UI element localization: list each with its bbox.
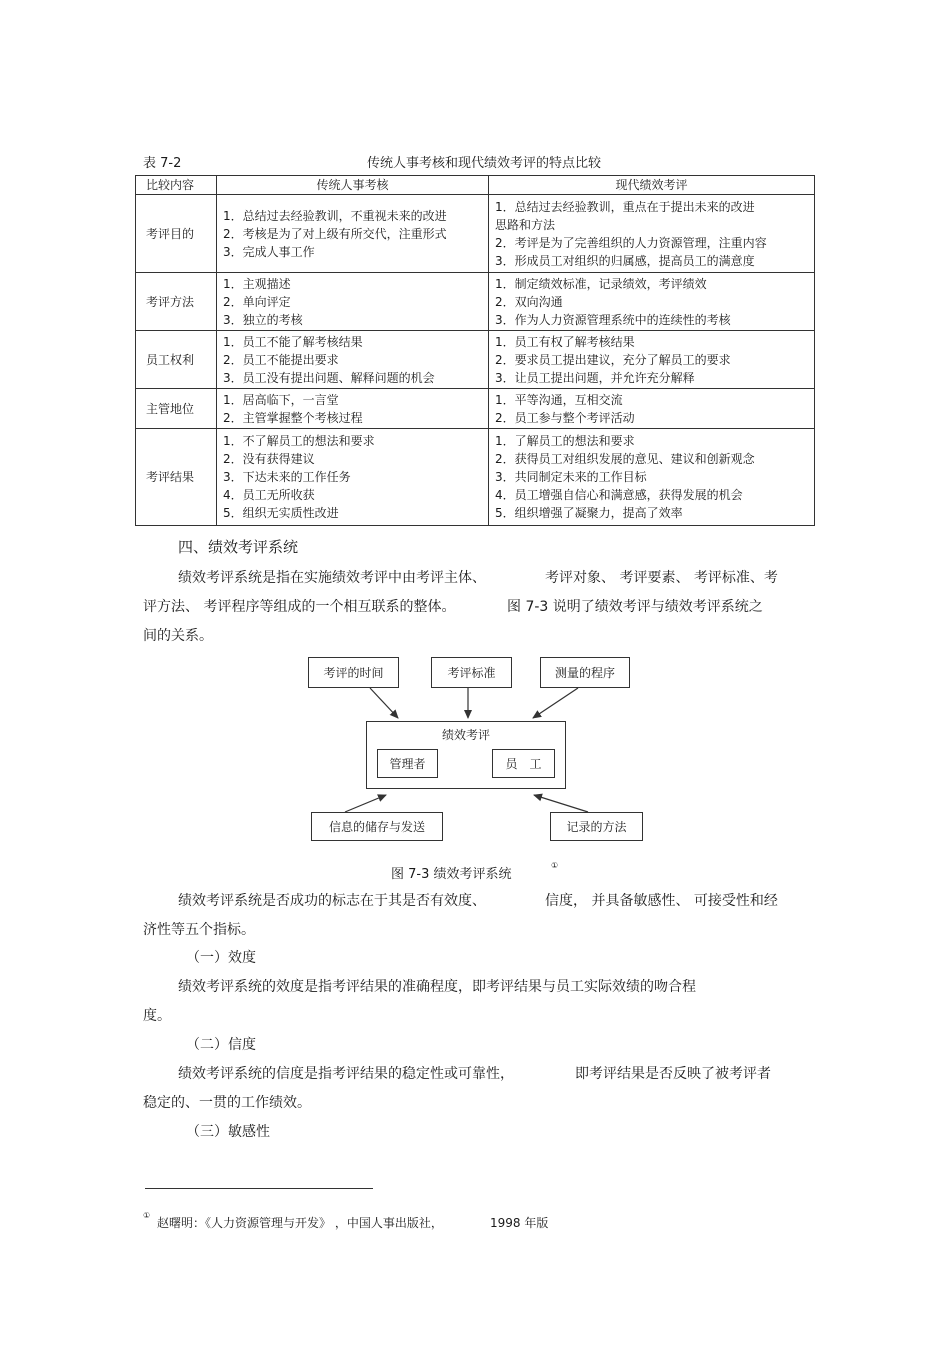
center-title: 绩效考评 [441,728,490,742]
footnote-divider [145,1188,373,1189]
subheading-validity: （一）效度 [186,950,256,966]
paragraph-text: 图 7-3 说明了绩效考评与绩效考评系统之 [507,599,763,615]
paragraph-text: 度。 [143,1008,171,1024]
paragraph-text: 信度， 并具备敏感性、 可接受性和经 [545,893,778,909]
footnote-mark: ① [143,1211,151,1220]
paragraph-text: 绩效考评系统的效度是指考评结果的准确程度，即考评结果与员工实际效绩的吻合程 [178,979,696,995]
section-heading: 四、绩效考评系统 [178,538,299,556]
box-recording-method: 记录的方法 [550,812,643,841]
list-item: 2．单向评定 [223,294,291,309]
list-item: 1．总结过去经验教训，重点在于提出未来的改进 [495,199,755,214]
list-item: 3．员工没有提出问题、解释问题的机会 [223,370,435,385]
arrow-time-to-center [370,688,398,718]
paragraph-text: 即考评结果是否反映了被考评者 [575,1066,771,1082]
list-item: 2．员工参与整个考评活动 [495,410,635,425]
list-item: 3．下达未来的工作任务 [223,470,351,484]
header-modern: 现代绩效考评 [489,176,815,195]
paragraph-text: 绩效考评系统是否成功的标志在于其是否有效度、 [178,893,486,909]
list-item: 思路和方法 [495,217,556,232]
row-category: 考评结果 [136,429,217,526]
list-item: 5．组织无实质性改进 [223,506,339,520]
box-manager: 管理者 [377,749,438,778]
arrow-storage-to-center [345,795,386,812]
list-item: 1．制定绩效标准，记录绩效，考评绩效 [495,276,707,291]
paragraph-text: 间的关系。 [143,628,213,644]
box-evaluation-time: 考评的时间 [308,657,399,688]
box-info-storage: 信息的储存与发送 [311,812,443,841]
row-category: 考评目的 [136,195,217,273]
arrow-procedure-to-center [533,688,578,718]
list-item: 3．独立的考核 [223,312,303,327]
list-item: 1．平等沟通，互相交流 [495,392,623,407]
list-item: 1．了解员工的想法和要求 [495,434,635,448]
row-category: 员工权利 [136,331,217,389]
list-item: 1．主观描述 [223,276,291,291]
footnote-text: 赵曙明：《人力资源管理与开发》 ，中国人事出版社， [157,1216,443,1230]
subheading-sensitivity: （三）敏感性 [186,1124,270,1140]
paragraph-text: 济性等五个指标。 [143,922,255,938]
list-item: 3．让员工提出问题，并允许充分解释 [495,370,695,385]
list-item: 1．不了解员工的想法和要求 [223,434,375,448]
list-item: 4．员工增强自信心和满意感，获得发展的机会 [495,488,743,502]
paragraph-text: 稳定的、一贯的工作绩效。 [143,1095,311,1111]
list-item: 2．没有获得建议 [223,452,315,466]
list-item: 1．总结过去经验教训，不重视未来的改进 [223,208,447,223]
list-item: 5．组织增强了凝聚力，提高了效率 [495,506,683,520]
list-item: 4．员工无所收获 [223,488,315,502]
header-compare: 比较内容 [136,176,217,195]
list-item: 1．员工不能了解考核结果 [223,334,363,349]
list-item: 2．获得员工对组织发展的意见、建议和创新观念 [495,452,755,466]
row-category: 考评方法 [136,273,217,331]
header-traditional: 传统人事考核 [217,176,489,195]
list-item: 2．主管掌握整个考核过程 [223,410,363,425]
footnote-year: 1998 年版 [490,1216,549,1230]
list-item: 2．考评是为了完善组织的人力资源管理，注重内容 [495,235,767,250]
list-item: 3．共同制定未来的工作目标 [495,470,647,484]
paragraph-text: 评方法、 考评程序等组成的一个相互联系的整体。 [143,599,456,615]
list-item: 3．作为人力资源管理系统中的连续性的考核 [495,312,731,327]
box-evaluation-standard: 考评标准 [431,657,512,688]
box-employee: 员 工 [492,749,555,778]
list-item: 2．双向沟通 [495,294,563,309]
list-item: 2．要求员工提出建议，充分了解员工的要求 [495,352,731,367]
list-item: 3．完成人事工作 [223,244,315,259]
row-category: 主管地位 [136,389,217,429]
list-item: 2．员工不能提出要求 [223,352,339,367]
footnote-mark: ① [551,861,559,870]
list-item: 3．形成员工对组织的归属感，提高员工的满意度 [495,253,755,268]
paragraph-text: 绩效考评系统是指在实施绩效考评中由考评主体、 [178,570,486,586]
list-item: 1．员工有权了解考核结果 [495,334,635,349]
list-item: 2．考核是为了对上级有所交代，注重形式 [223,226,447,241]
list-item: 1．居高临下，一言堂 [223,392,339,407]
table-label: 表 7-2 [143,156,182,171]
subheading-reliability: （二）信度 [186,1037,256,1053]
arrow-record-to-center [534,795,588,812]
table-caption: 传统人事考核和现代绩效考评的特点比较 [367,156,602,171]
figure-caption: 图 7-3 绩效考评系统 [391,867,512,882]
paragraph-text: 绩效考评系统的信度是指考评结果的稳定性或可靠性， [178,1066,514,1082]
paragraph-text: 考评对象、 考评要素、 考评标准、考 [545,570,778,586]
box-measurement-procedure: 测量的程序 [540,657,630,688]
